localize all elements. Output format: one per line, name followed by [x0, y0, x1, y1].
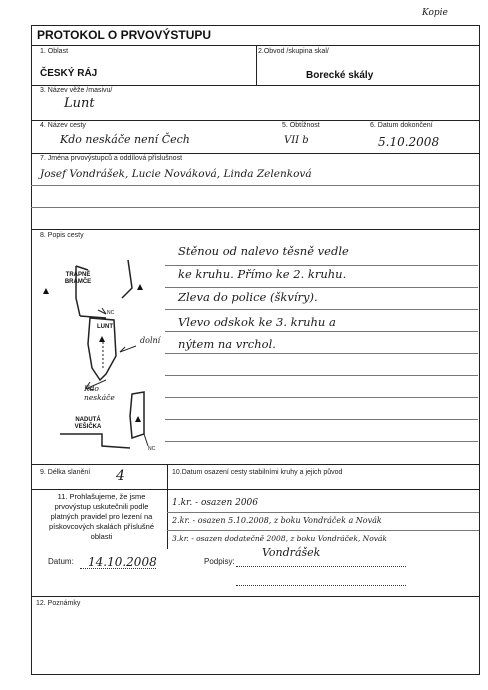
- popis-line-5: nýtem na vrchol.: [178, 337, 276, 351]
- datum-value: 14.10.2008: [88, 555, 157, 569]
- sketch-label-dolni: dolní: [140, 336, 161, 345]
- datum-dokonceni-label: 6. Datum dokončení: [370, 122, 433, 129]
- sketch-label-trapne: TRAPNÉ BRAMČE: [64, 272, 92, 285]
- osazeni-line-2: 2.kr. - osazen 5.10.2008, z boku Vondráček a Novák: [172, 516, 382, 525]
- corner-note: Kopie: [422, 8, 448, 18]
- popis-line-1: Stěnou od nalevo těsně vedle: [178, 244, 349, 258]
- jmena-label: 7. Jména prvovýstupců a oddílová příslušnost: [40, 155, 183, 162]
- oblast-label: 1. Oblast: [40, 48, 69, 55]
- popis-line-2: ke kruhu. Přímo ke 2. kruhu.: [178, 267, 347, 281]
- cesta-value: Kdo neskáče není Čech: [60, 133, 190, 146]
- osazeni-line-1: 1.kr. - osazen 2006: [172, 498, 259, 508]
- obvod-value: Borecké skály: [306, 70, 374, 81]
- podpisy-label: Podpisy:: [204, 557, 235, 566]
- sketch-label-nc-2: NC: [148, 446, 156, 452]
- osazeni-line-3: 3.kr. - osazen dodatečně 2008, z boku Vondráček, Novák: [172, 534, 387, 543]
- delka-value: 4: [116, 468, 125, 484]
- popis-line-3: Zleva do police (škvíry).: [178, 290, 318, 304]
- datum-dokonceni-value: 5.10.2008: [378, 135, 440, 149]
- obtiznost-value: VII b: [284, 135, 309, 146]
- podpis-value: Vondrášek: [262, 546, 321, 559]
- oblast-value: ČESKÝ RÁJ: [40, 68, 98, 79]
- popis-line-4: Vlevo odskok ke 3. kruhu a: [178, 315, 336, 329]
- obvod-label: 2.Obvod /skupina skal/: [258, 48, 329, 55]
- vez-label: 3. Název věže /masivu/: [40, 87, 113, 94]
- sketch-label-nc-1: NC: [107, 310, 115, 316]
- osazeni-label: 10.Datum osazení cesty stabilními kruhy a jejich původ: [172, 469, 343, 476]
- datum-label: Datum:: [48, 557, 74, 566]
- sketch-label-lunt: LUNT: [97, 324, 113, 330]
- cesta-label: 4. Název cesty: [40, 122, 86, 129]
- vez-value: Lunt: [64, 96, 95, 111]
- delka-label: 9. Délka slanění: [40, 469, 91, 476]
- jmena-value: Josef Vondrášek, Lucie Nováková, Linda Zelenková: [40, 168, 312, 180]
- sketch-label-naduta: NADUTÁ VEŠIČKA: [74, 417, 102, 430]
- prohlaseni-label: 11. Prohlašujeme, že jsme prvovýstup uskutečnili podle platných pravidel pro lezení na pískovcových skalách příslušné oblasti: [48, 492, 155, 541]
- poznamky-label: 12. Poznámky: [36, 600, 81, 607]
- obtiznost-label: 5. Obtížnost: [282, 122, 320, 129]
- popis-label: 8. Popis cesty: [40, 232, 84, 239]
- sketch-label-kdo: Kdo neskáče: [84, 384, 115, 402]
- form-title: PROTOKOL O PRVOVÝSTUPU: [37, 28, 212, 42]
